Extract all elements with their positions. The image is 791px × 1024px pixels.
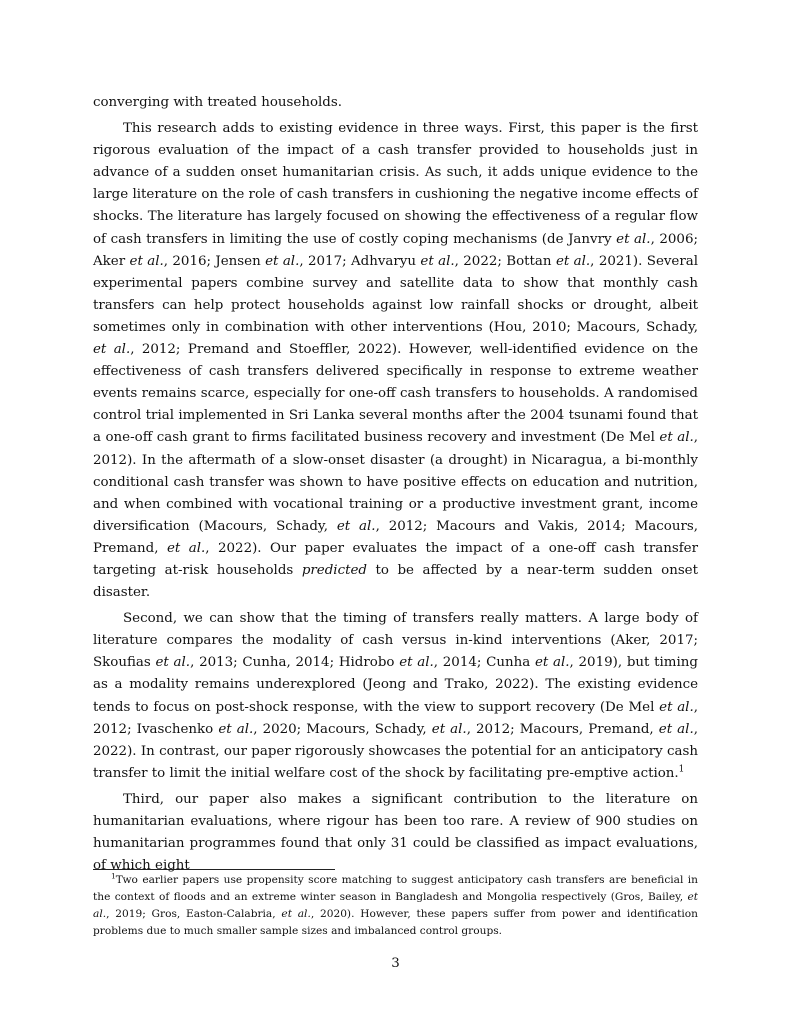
et-al: et al.: [265, 253, 300, 269]
et-al: et al.: [659, 699, 694, 715]
text-run: , 2022). In contrast, our paper rigorously showcases the potential for an anticipatory cash transfer to limit the initial welfare cost of the shock by facilitating pre-emptive action.: [93, 721, 698, 781]
et-al: et al.: [431, 721, 467, 737]
text-run: , 2012; Ivaschenko: [93, 699, 698, 737]
et-al: et al.: [218, 721, 254, 737]
text-run: , 2019; Gros, Easton-Calabria,: [106, 908, 282, 920]
body-text: [93, 92, 698, 881]
text-run: , 2012). In the aftermath of a slow-onset disaster (a drought) in Nicaragua, a bi-monthly conditional cash transfer was shown to have positive effects on education and nutrition, and when combined with vocational training or a productive investment grant, income diversification (Macours, Schady,: [93, 430, 698, 534]
paragraph-third-contribution: Third, our paper also makes a significant contribution to the literature on humanitarian evaluations, where rigour has been too rare. A review of 900 studies on humanitarian programmes found that only 31 could be classified as impact evaluations, of which eight: [93, 791, 698, 874]
text-run: , 2006; Aker: [93, 231, 698, 269]
text-run: to be affected by a near-term sudden onset disaster.: [93, 562, 698, 601]
text-run: , 2020). However, these papers suffer from power and identification problems due to much smaller sample sizes and imbalanced control groups.: [93, 908, 698, 937]
footnote-reference[interactable]: 1: [678, 764, 685, 775]
text-run: , 2012; Macours, Premand,: [466, 721, 659, 737]
et-al: et al.: [93, 342, 131, 358]
et-al: et al.: [555, 253, 591, 269]
text-run: , 2017; Adhvaryu: [299, 253, 421, 269]
paragraph-second-contribution: [93, 608, 698, 785]
text-run: , 2021). Several experimental papers combine survey and satellite data to show that monthly cash transfers can help protect households against low rainfall shocks or drought, albeit sometimes only in combination with other interventions (Hou, 2010; Macours, Schady,: [93, 253, 699, 335]
et-al: et al.: [155, 655, 191, 671]
emphasis-predicted: predicted: [301, 562, 367, 578]
page-number: 3: [391, 956, 400, 971]
text-run: , 2019), but timing as a modality remains underexplored (Jeong and Trako, 2022). The existing evidence tends to focus on post-shock response, with the view to support recovery (De Mel: [93, 655, 698, 715]
text-run: , 2020; Macours, Schady,: [253, 721, 432, 737]
text-run: , 2012; Premand and Stoeffler, 2022). However, well-identified evidence on the effectiveness of cash transfers delivered specifically in response to extreme weather events remains scarce, especially for one-off cash transfers to households. A randomised control trial implemented in Sri Lanka several months after the 2004 tsunami found that a one-off cash grant to firms facilitated business recovery and investment (De Mel: [93, 342, 698, 446]
footnote-mark: 1: [111, 871, 116, 881]
text-run: Two earlier papers use propensity score matching to suggest anticipatory cash transfers are beneficial in the context of floods and an extreme winter season in Bangladesh and Mongolia respectively (Gros, Bailey,: [93, 874, 698, 903]
text-run: , 2013; Cunha, 2014; Hidrobo: [190, 655, 400, 671]
et-al: et al.: [93, 891, 698, 920]
et-al: et al.: [166, 540, 206, 556]
footnote: [93, 872, 698, 940]
et-al: et al.: [399, 655, 434, 671]
et-al: et al.: [616, 231, 651, 247]
text-run: , 2022). Our paper evaluates the impact of a one-off cash transfer targeting at-risk households: [93, 540, 698, 578]
et-al: et al.: [420, 253, 455, 269]
text-run: This research adds to existing evidence in three ways. First, this paper is the first rigorous evaluation of the impact of a cash transfer provided to households just in advance of a sudden onset humanitarian crisis. As such, it adds unique evidence to the large literature on the role of cash transfers in cushioning the negative income effects of shocks. The literature has largely focused on showing the effectiveness of a regular flow of cash transfers in limiting the use of costly coping mechanisms (de Janvry: [93, 121, 698, 247]
et-al: et al.: [534, 655, 570, 671]
paragraph-continuation: converging with treated households.: [93, 95, 342, 110]
text-run: , 2016; Jensen: [163, 253, 266, 269]
et-al: et al.: [129, 253, 164, 269]
text-run: , 2022; Bottan: [454, 253, 556, 269]
et-al: et al.: [658, 721, 694, 737]
text-run: , 2014; Cunha: [433, 655, 535, 671]
text-run: Second, we can show that the timing of transfers really matters. A large body of literature compares the modality of cash versus in-kind interventions (Aker, 2017; Skoufias: [93, 611, 698, 671]
text-run: , 2012; Macours and Vakis, 2014; Macours, Premand,: [93, 518, 698, 556]
et-al: et al.: [336, 518, 376, 534]
et-al: et al.: [281, 908, 311, 920]
paragraph-first-contribution: [93, 118, 698, 604]
footnote-divider: [93, 869, 335, 870]
et-al: et al.: [659, 430, 694, 446]
